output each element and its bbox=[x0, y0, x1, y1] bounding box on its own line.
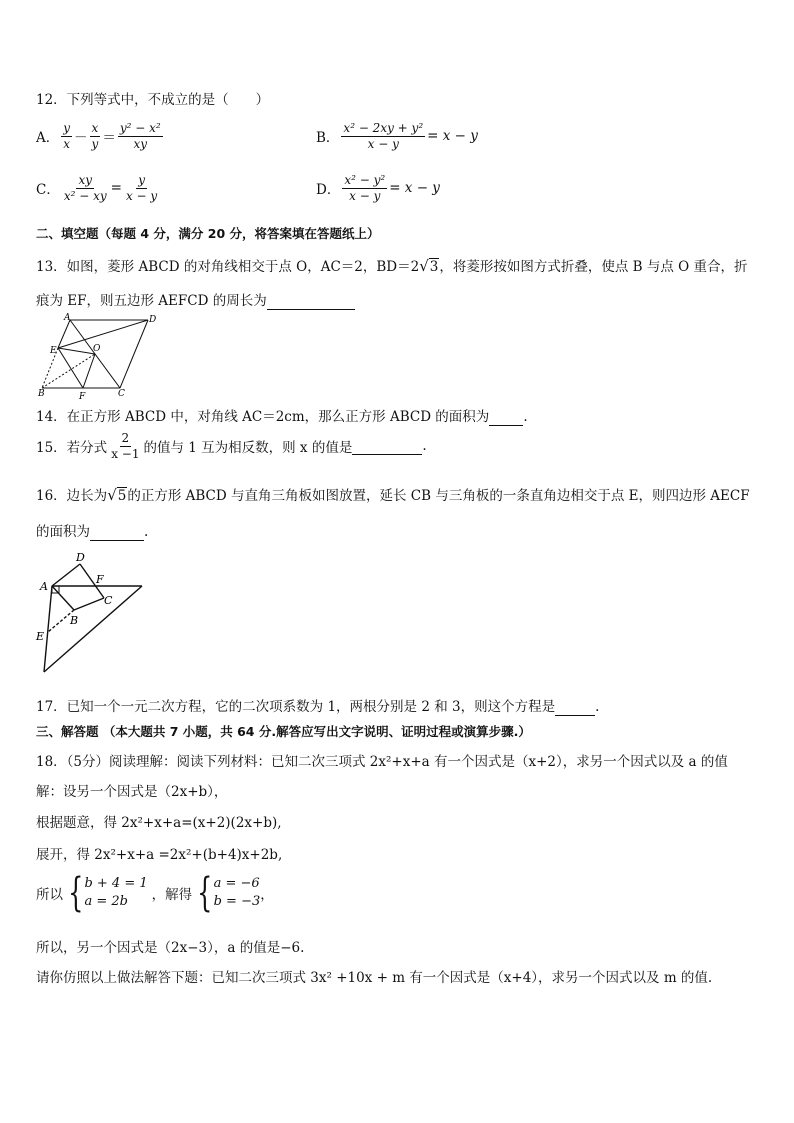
q18-line2: 解：设另一个因式是（2x+b）， bbox=[36, 784, 228, 800]
q18-equation-systems: 所以 { b + 4 = 1 a = 2b ，解得 { a = −6 b = −3 ， bbox=[36, 870, 274, 916]
q12-option-d[interactable] bbox=[316, 174, 440, 202]
label-d: D bbox=[76, 551, 85, 564]
q15-answer-blank[interactable] bbox=[352, 438, 422, 455]
frac-c1: $\frac{xy}{\text{x² − xy}}$ bbox=[63, 173, 107, 203]
rhs-b: = x − y bbox=[427, 128, 478, 145]
q18-line1: 18．（5分）阅读理解：阅读下列材料：已知二次三项式 2x²+x+a 有一个因式是（x+2），求另一个因式以及 a 的值 bbox=[36, 754, 728, 770]
q12-option-b[interactable] bbox=[316, 122, 478, 150]
op-eq: ＝ bbox=[102, 130, 116, 147]
label-b: B bbox=[70, 614, 79, 627]
sqrt-symbol: √ bbox=[419, 257, 429, 275]
q18-line4: 展开，得 2x²+x+a =2x²+(b+4)x+2b, bbox=[36, 847, 283, 863]
q16-line1: 16．边长为√5的正方形 ABCD 与直角三角板如图放置，延长 CB 与三角板的一条直角边相交于点 E，则四边形 AECF bbox=[36, 486, 750, 504]
q18-line6: 所以，另一个因式是（2x−3），a 的值是−6. bbox=[36, 940, 305, 956]
q17: 17．已知一个一元二次方程，它的二次项系数为 1，两根分别是 2 和 3，则这个方程是 . bbox=[36, 699, 600, 715]
label-c: C bbox=[104, 594, 113, 607]
label-f: F bbox=[96, 573, 104, 586]
q15-fraction: $\frac{2}{x -1}$ bbox=[111, 431, 140, 461]
q13-line1: 13．如图，菱形 ABCD 的对角线相交于点 O，AC＝2，BD＝2√3，将菱形按如图方式折叠，使点 B 与点 O 重合，折 bbox=[36, 257, 748, 275]
system-2: { a = −6 b = −3 bbox=[197, 870, 261, 916]
q14: 14．在正方形 ABCD 中，对角线 AC＝2cm，那么正方形 ABCD 的面积为 . bbox=[36, 409, 528, 425]
q13-rhombus-figure bbox=[36, 310, 162, 400]
label-b: B bbox=[38, 389, 45, 399]
q15: 15．若分式 $\frac{2}{x -1}$ 的值与 1 互为相反数，则 x 的值是 . bbox=[36, 431, 427, 461]
label-e: E bbox=[36, 630, 45, 643]
q14-answer-blank[interactable] bbox=[489, 409, 523, 426]
frac-d: $\frac{\text{x² − y²}}{x - y}$ bbox=[344, 173, 386, 203]
q17-answer-blank[interactable] bbox=[555, 699, 595, 716]
label-d: D bbox=[149, 315, 157, 325]
q12-stem: 12．下列等式中，不成立的是（ ） bbox=[36, 92, 270, 108]
label-a: A bbox=[40, 580, 48, 593]
label-o: O bbox=[93, 344, 101, 354]
label-c: C bbox=[118, 389, 125, 399]
label-e: E bbox=[50, 346, 57, 356]
rhs-d: = x − y bbox=[389, 180, 440, 197]
q16-line2: 的面积为 . bbox=[36, 524, 149, 540]
frac-a1: $\frac{y}{x}$ bbox=[63, 121, 71, 151]
option-b-label: B． bbox=[316, 130, 340, 147]
q16-answer-blank[interactable] bbox=[90, 524, 144, 541]
q13-line2: 痕为 EF，则五边形 AEFCD 的周长为 bbox=[36, 289, 355, 310]
option-c-label: C． bbox=[36, 182, 60, 199]
q12-option-a[interactable] bbox=[36, 122, 165, 150]
q16-square-triangle-figure bbox=[32, 546, 150, 678]
frac-a3: $\frac{\text{y² − x²}}{xy}$ bbox=[119, 121, 161, 151]
label-a: A bbox=[64, 313, 71, 323]
q18-line7: 请你仿照以上做法解答下题：已知二次三项式 3x² +10x + m 有一个因式是（x+4），求另一个因式以及 m 的值. bbox=[36, 970, 713, 986]
label-f: F bbox=[79, 392, 86, 400]
q18-line3: 根据题意，得 2x²+x+a=(x+2)(2x+b), bbox=[36, 815, 282, 831]
op-eq-c: = bbox=[110, 180, 122, 197]
section-3-heading: 三、解答题 （本大题共 7 小题，共 64 分.解答应写出文字说明、证明过程或演算步骤.） bbox=[36, 724, 531, 739]
sqrt-symbol: √ bbox=[107, 486, 117, 504]
system-1: { b + 4 = 1 a = 2b bbox=[68, 870, 148, 916]
option-d-label: D． bbox=[316, 182, 341, 199]
q13-answer-blank[interactable] bbox=[267, 293, 355, 310]
frac-b: $\frac{\text{x² − 2xy + y²}}{x - y}$ bbox=[343, 121, 424, 151]
op-minus: － bbox=[74, 130, 88, 147]
option-a-label: A． bbox=[36, 130, 60, 147]
frac-a2: $\frac{x}{y}$ bbox=[91, 121, 99, 151]
section-2-heading: 二、填空题（每题 4 分，满分 20 分，将答案填在答题纸上） bbox=[36, 226, 380, 241]
frac-c2: $\frac{y}{x - y}$ bbox=[125, 173, 158, 203]
q12-option-c[interactable] bbox=[36, 174, 161, 202]
